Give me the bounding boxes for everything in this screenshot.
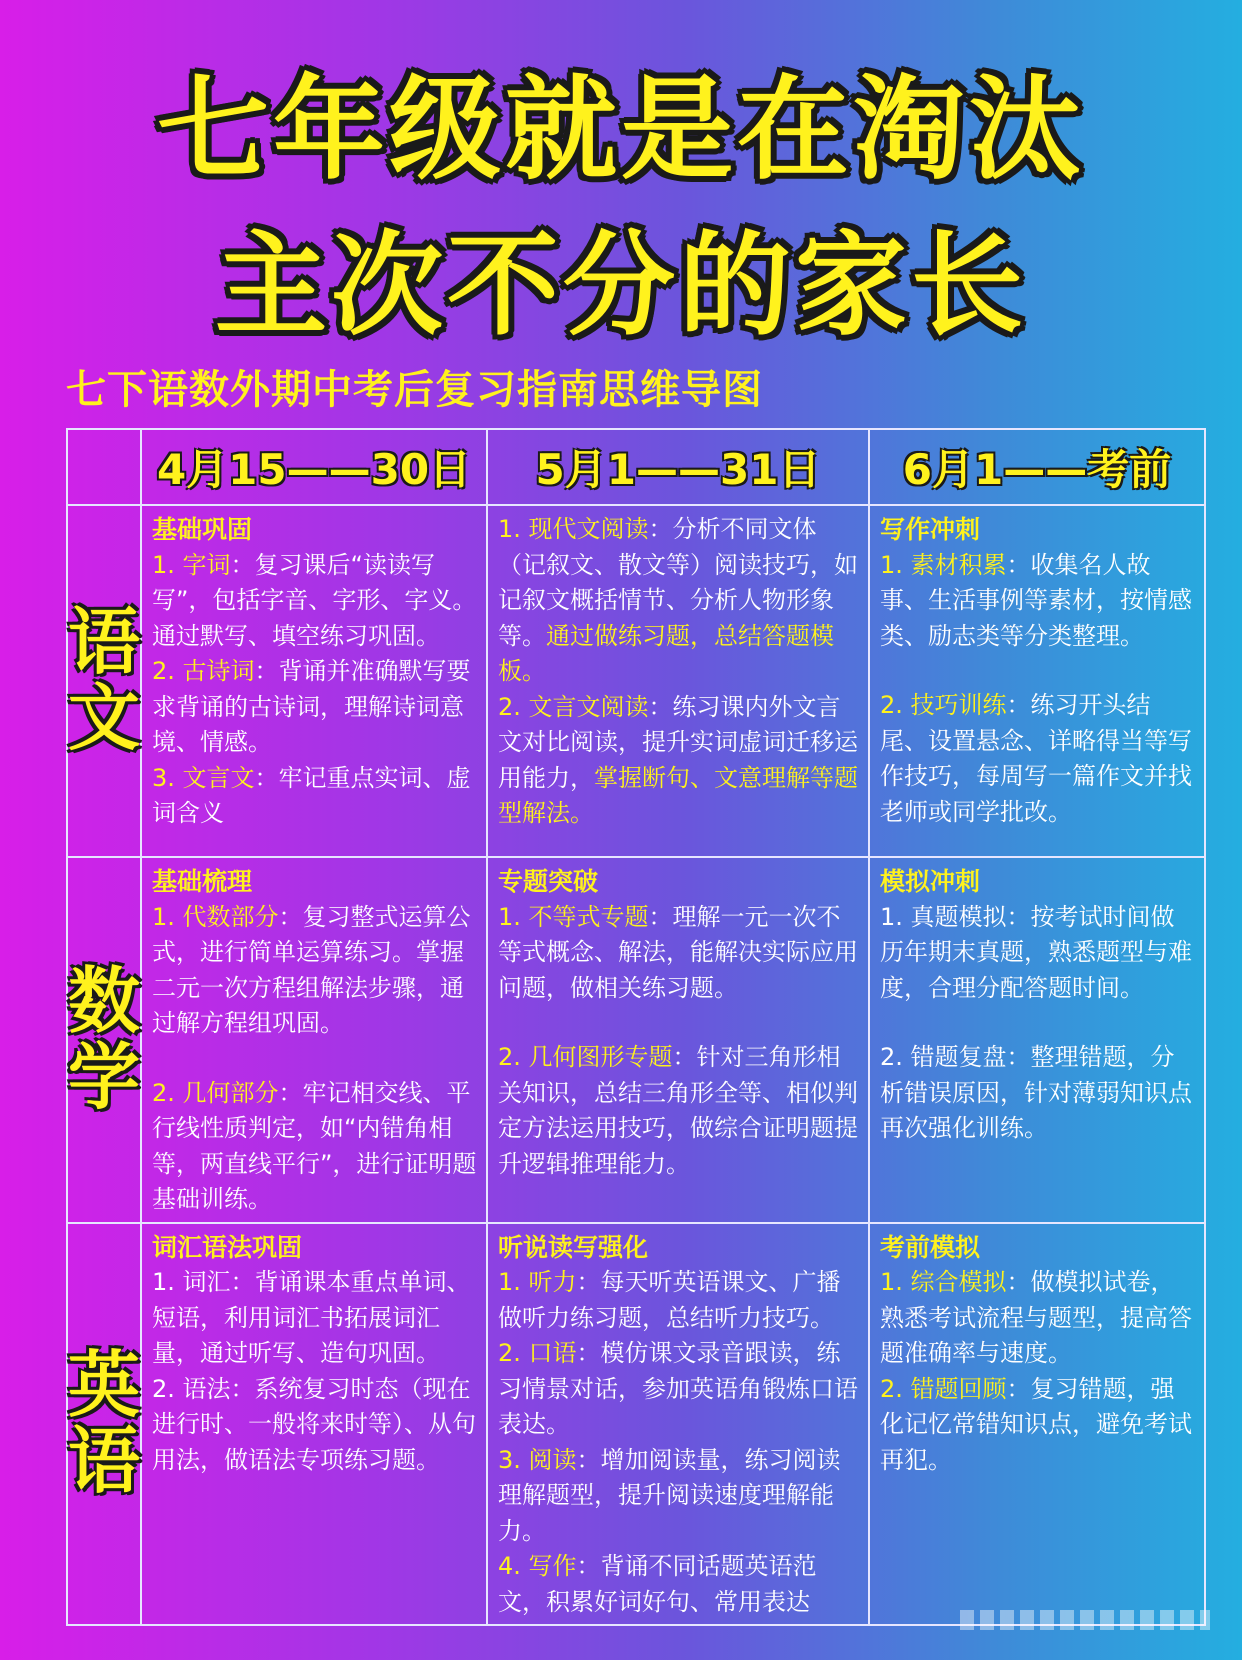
watermark-mark [960,1610,1210,1630]
corner-cell [67,429,141,505]
item-text: ：牢记相交线、平行线性质判定，如“内错角相等，两直线平行”，进行证明题基础训练。 [152,1078,477,1213]
cell-heading: 基础梳理 [152,867,253,896]
plan-item [152,1372,478,1479]
item-text: ：做模拟试卷，熟悉考试流程与题型，提高答题准确率与速度。 [880,1268,1192,1367]
plan-item [498,512,860,690]
plan-item [152,1076,478,1218]
item-label: 2. 技巧训练 [880,691,1007,719]
item-text: ：增加阅读量，练习阅读理解题型，提升阅读速度理解能力。 [498,1445,841,1545]
subject-char: 语 [68,600,141,685]
plan-item [498,690,860,832]
subject-label [67,857,141,1223]
item-text: ：练习开头结尾、设置悬念、详略得当等写作技巧，每周写一篇作文并找老师或同学批改。 [880,691,1192,826]
item-label: 1. 现代文阅读 [498,515,649,543]
plan-item [880,1372,1196,1479]
item-text: ：模仿课文录音跟读，练习情景对话，参加英语角锻炼口语表达。 [498,1339,858,1438]
plan-cell [869,1223,1205,1626]
item-text: ：理解一元一次不等式概念、解法，能解决实际应用问题，做相关练习题。 [498,902,858,1002]
subject-row [67,505,1205,857]
item-label: 1. 素材积累 [880,550,1007,579]
item-text: 1. 真题模拟：按考试时间做历年期末真题，熟悉题型与难度，合理分配答题时间。 [880,902,1192,1002]
plan-cell [141,505,487,857]
item-text: ：针对三角形相关知识，总结三角形全等、相似判定方法运用技巧，做综合证明题提升逻辑推理能力。 [498,1043,858,1178]
item-label: 2. 口语 [498,1339,577,1367]
item-label: 1. 字词 [152,550,231,579]
subject-char: 文 [68,676,141,760]
review-guide-table [66,428,1206,1626]
item-text: ：牢记重点实词、虚词含义 [152,763,471,827]
item-label: 1. 听力 [498,1268,577,1296]
plan-cell [869,857,1205,1223]
item-label: 1. 不等式专题 [498,902,649,931]
item-label: 4. 写作 [498,1552,577,1580]
item-text: ：背诵并准确默写要求背诵的古诗词，理解诗词意境、情感。 [152,657,471,756]
item-text: ：背诵不同话题英语范文，积累好词好句、常用表达 [498,1552,817,1616]
subtitle: 七下语数外期中考后复习指南思维导图 [66,367,763,413]
item-label: 3. 阅读 [498,1445,577,1474]
item-text: 1. 词汇：背诵课本重点单词、短语，利用词汇书拓展词汇量，通过听写、造句巩固。 [152,1268,471,1367]
item-highlight: 掌握断句、文意理解等题型解法。 [498,763,858,827]
period-header: 4月15——30日 [141,429,487,505]
item-label: 2. 几何图形专题 [498,1043,673,1071]
period-header: 6月1——考前 [869,429,1205,505]
item-label: 3. 文言文 [152,763,255,792]
plan-cell [487,1223,869,1626]
plan-item [880,1265,1196,1372]
plan-item [498,1443,860,1550]
subject-char: 英 [68,1343,141,1428]
item-text: ：每天听英语课文、广播做听力练习题，总结听力技巧。 [498,1268,841,1332]
subject-row [67,857,1205,1223]
plan-cell [141,857,487,1223]
plan-cell [141,1223,487,1626]
headline-line-2: 主次不分的家长 [215,221,1027,351]
period-header-row [67,429,1205,505]
plan-item [498,1265,860,1336]
plan-item [152,654,478,761]
item-text: ：分析不同文体（记叙文、散文等）阅读技巧，如记叙文概括情节、分析人物形象等。 [498,515,858,650]
item-label: 2. 几何部分 [152,1078,279,1107]
item-label: 2. 错题回顾 [880,1374,1007,1403]
item-text: 2. 语法：系统复习时态（现在进行时、一般将来时等）、从句用法，做语法专项练习题。 [152,1374,476,1474]
plan-cell [487,505,869,857]
plan-item [880,548,1196,655]
item-text: ：练习课内外文言文对比阅读，提升实词虚词迁移运用能力， [498,692,858,792]
plan-item [880,1040,1196,1147]
plan-item [152,761,478,832]
plan-item [152,900,478,1042]
plan-item [498,900,860,1007]
subject-char: 学 [68,1034,141,1119]
item-text: ：复习整式运算公式，进行简单运算练习。掌握二元一次方程组解法步骤，通过解方程组巩固。 [152,902,471,1037]
plan-item [880,688,1196,830]
item-label: 2. 文言文阅读 [498,692,649,721]
item-text: 2. 错题复盘：整理错题，分析错误原因，针对薄弱知识点再次强化训练。 [880,1043,1192,1142]
item-label: 1. 综合模拟 [880,1268,1007,1296]
item-text: ：收集名人故事、生活事例等素材，按情感类、励志类等分类整理。 [880,550,1192,650]
plan-item [152,548,478,655]
period-header: 5月1——31日 [487,429,869,505]
item-label: 2. 古诗词 [152,657,255,685]
subject-label [67,1223,141,1626]
cell-heading: 专题突破 [498,867,599,896]
plan-cell [487,857,869,1223]
cell-heading: 词汇语法巩固 [152,1232,303,1262]
cell-heading: 模拟冲刺 [880,867,981,896]
subject-char: 语 [68,1418,141,1503]
item-label: 1. 代数部分 [152,902,279,931]
cell-heading: 写作冲刺 [880,515,981,544]
cell-heading: 基础巩固 [152,515,253,544]
cell-heading: 考前模拟 [880,1232,981,1262]
item-text: ：复习课后“读读写写”，包括字音、字形、字义。通过默写、填空练习巩固。 [152,550,477,650]
item-text: ：复习错题，强化记忆常错知识点，避免考试再犯。 [880,1374,1192,1474]
headline-line-1: 七年级就是在淘汰 [157,65,1085,195]
subject-row [67,1223,1205,1626]
plan-cell [869,505,1205,857]
plan-item [152,1265,478,1372]
subject-label [67,505,141,857]
item-highlight: 通过做练习题，总结答题模板。 [498,621,834,685]
plan-item [498,1336,860,1443]
plan-item [498,1549,860,1620]
plan-item [498,1040,860,1182]
plan-item [880,900,1196,1007]
subject-char: 数 [68,959,141,1044]
cell-heading: 听说读写强化 [498,1232,649,1262]
